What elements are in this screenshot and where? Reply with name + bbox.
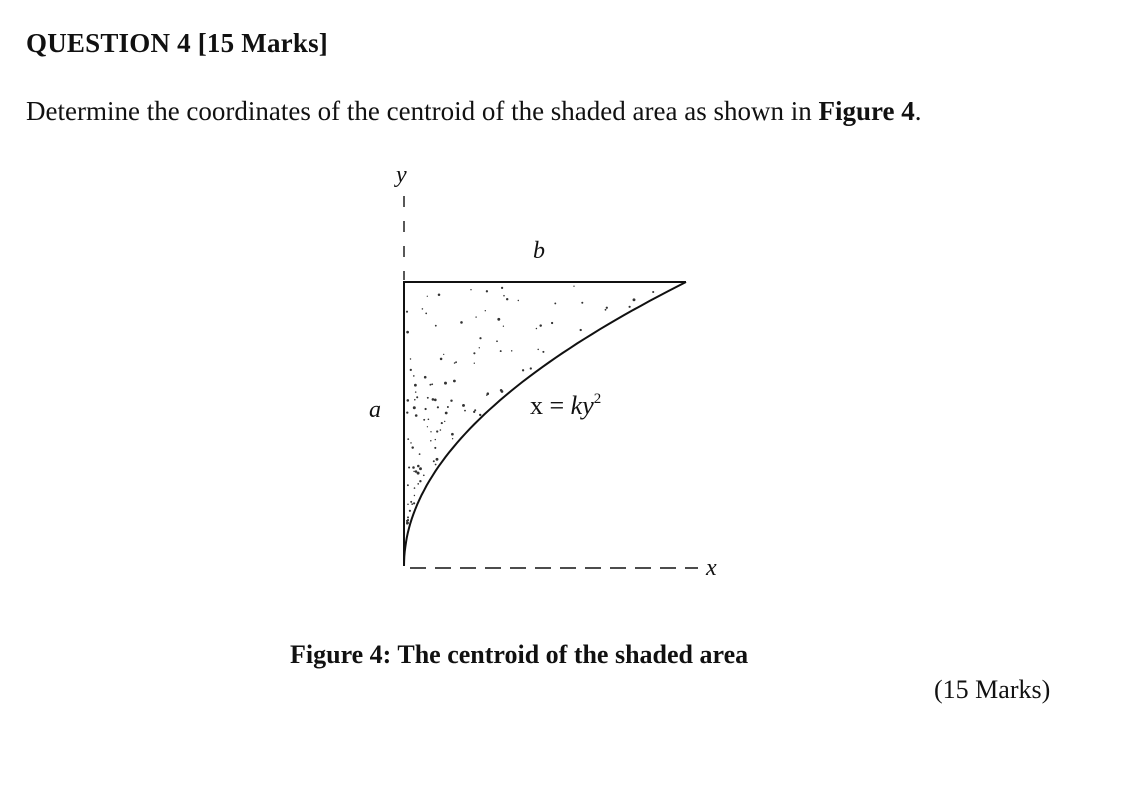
shading-speckle: [536, 328, 538, 330]
shading-speckle: [496, 340, 498, 342]
question-text-body: Determine the coordinates of the centroid of the shaded area as shown in: [26, 96, 819, 126]
shading-speckle: [503, 326, 504, 327]
shading-speckle: [438, 294, 441, 297]
curve-equation-prefix: x =: [530, 391, 571, 420]
shading-speckle: [506, 298, 508, 300]
shading-speckle: [417, 465, 420, 468]
shading-speckle: [419, 480, 421, 482]
shading-speckle: [427, 296, 428, 297]
shading-speckle: [413, 406, 416, 409]
shading-speckle: [406, 331, 409, 334]
shading-speckle: [414, 495, 415, 496]
shading-speckle: [440, 429, 442, 431]
shading-speckle: [410, 442, 412, 444]
shaded-area: [404, 282, 686, 566]
shading-speckle: [424, 376, 427, 379]
x-axis-label: x: [706, 555, 717, 581]
curve-equation: [530, 391, 601, 420]
shading-speckle: [435, 325, 437, 327]
shading-speckle: [436, 430, 438, 432]
shading-speckle: [652, 291, 654, 293]
shading-speckle: [413, 471, 415, 473]
shading-speckle: [422, 308, 424, 310]
shading-speckle: [485, 310, 486, 311]
shading-speckle: [500, 350, 502, 352]
shading-speckle: [605, 309, 607, 311]
shading-speckle: [411, 446, 413, 448]
shading-speckle: [407, 399, 410, 402]
figure-reference: Figure 4: [818, 96, 915, 126]
shading-speckle: [474, 363, 475, 364]
shading-speckle: [554, 302, 556, 304]
question-heading: QUESTION 4 [15 Marks]: [26, 28, 328, 58]
shading-speckle: [497, 318, 500, 321]
shading-speckle: [433, 460, 435, 462]
curve-equation-exponent: 2: [593, 391, 602, 407]
shading-speckle: [518, 300, 519, 301]
shading-speckle: [580, 329, 582, 331]
width-label-b: b: [533, 238, 545, 264]
shading-speckle: [629, 306, 631, 308]
shading-speckle: [410, 358, 411, 359]
shading-speckle: [408, 466, 410, 468]
shading-speckle: [501, 287, 503, 289]
shading-speckle: [464, 410, 466, 412]
shading-speckle: [530, 367, 532, 369]
shading-speckle: [415, 414, 418, 417]
shading-speckle: [436, 458, 439, 461]
shading-speckle: [539, 324, 541, 326]
shading-speckle: [445, 412, 448, 415]
shading-speckle: [474, 409, 476, 411]
y-axis-label: y: [396, 162, 407, 188]
shading-speckle: [410, 369, 412, 371]
shading-speckle: [415, 470, 418, 473]
shading-speckle: [486, 290, 488, 292]
shading-speckle: [425, 313, 427, 315]
shading-speckle: [581, 302, 583, 304]
shading-speckle: [406, 411, 408, 413]
height-label-a: a: [369, 397, 381, 423]
marks-total: (15 Marks): [934, 675, 1051, 704]
shading-speckle: [413, 502, 415, 504]
shading-speckle: [460, 321, 463, 324]
shading-speckle: [454, 362, 456, 364]
shading-speckle: [487, 392, 490, 395]
shading-speckle: [479, 337, 481, 339]
shading-speckle: [511, 350, 512, 351]
shading-speckle: [407, 519, 409, 521]
shading-speckle: [427, 426, 428, 427]
shading-speckle: [435, 464, 437, 466]
shaded-region-fill: [404, 282, 686, 566]
shading-speckle: [522, 369, 524, 371]
shading-speckle: [462, 404, 465, 407]
shading-speckle: [410, 501, 412, 503]
shading-speckle: [423, 419, 425, 421]
shading-speckle: [447, 406, 449, 408]
shading-speckle: [451, 433, 454, 436]
shading-speckle: [425, 408, 427, 410]
shading-speckle: [416, 396, 418, 398]
shading-speckle: [500, 389, 503, 392]
shading-speckle: [432, 398, 435, 401]
shading-speckle: [452, 438, 453, 439]
shading-speckle: [414, 487, 416, 489]
shading-speckle: [414, 384, 417, 387]
shading-speckle: [407, 516, 409, 518]
shading-speckle: [434, 399, 437, 402]
shading-speckle: [479, 414, 481, 416]
shading-speckle: [428, 418, 430, 420]
shading-speckle: [441, 422, 443, 424]
figure-caption: Figure 4: The centroid of the shaded area: [290, 640, 749, 669]
shading-speckle: [413, 375, 415, 377]
shading-speckle: [412, 466, 415, 469]
shading-speckle: [633, 298, 636, 301]
shading-speckle: [455, 361, 457, 363]
shading-speckle: [407, 503, 409, 505]
shading-speckle: [542, 351, 544, 353]
shading-speckle: [430, 440, 432, 442]
shading-speckle: [479, 347, 480, 348]
shading-speckle: [407, 438, 409, 440]
shading-speckle: [470, 289, 471, 290]
shading-speckle: [423, 474, 425, 476]
shading-speckle: [431, 383, 433, 385]
shading-speckle: [440, 358, 443, 361]
shading-speckle: [473, 352, 475, 354]
shading-speckle: [430, 431, 431, 432]
shading-speckle: [429, 384, 431, 386]
shading-speckle: [437, 406, 439, 408]
shading-speckle: [444, 382, 447, 385]
shading-speckle: [406, 311, 408, 313]
shading-speckle: [551, 322, 553, 324]
shading-speckle: [411, 503, 413, 505]
shading-speckle: [503, 295, 505, 297]
shading-speckle: [453, 380, 456, 383]
curve-equation-y: y: [582, 391, 594, 420]
shading-speckle: [415, 391, 416, 392]
shading-speckle: [606, 307, 608, 309]
shading-speckle: [435, 439, 436, 440]
shading-speckle: [427, 397, 429, 399]
shading-speckle: [573, 286, 574, 287]
shading-speckle: [417, 483, 419, 485]
shading-speckle: [419, 467, 422, 470]
shading-speckle: [444, 421, 445, 422]
shading-speckle: [450, 399, 452, 401]
shading-speckle: [537, 349, 539, 351]
shading-speckle: [434, 447, 436, 449]
shading-speckle: [409, 510, 411, 512]
curve-equation-k: k: [570, 391, 583, 420]
shading-speckle: [407, 484, 409, 486]
shading-speckle: [475, 316, 476, 317]
shading-speckle: [414, 399, 416, 401]
shading-speckle: [419, 453, 421, 455]
question-text-period: .: [914, 96, 922, 126]
shading-speckle: [443, 354, 444, 355]
shading-speckle: [406, 522, 408, 524]
